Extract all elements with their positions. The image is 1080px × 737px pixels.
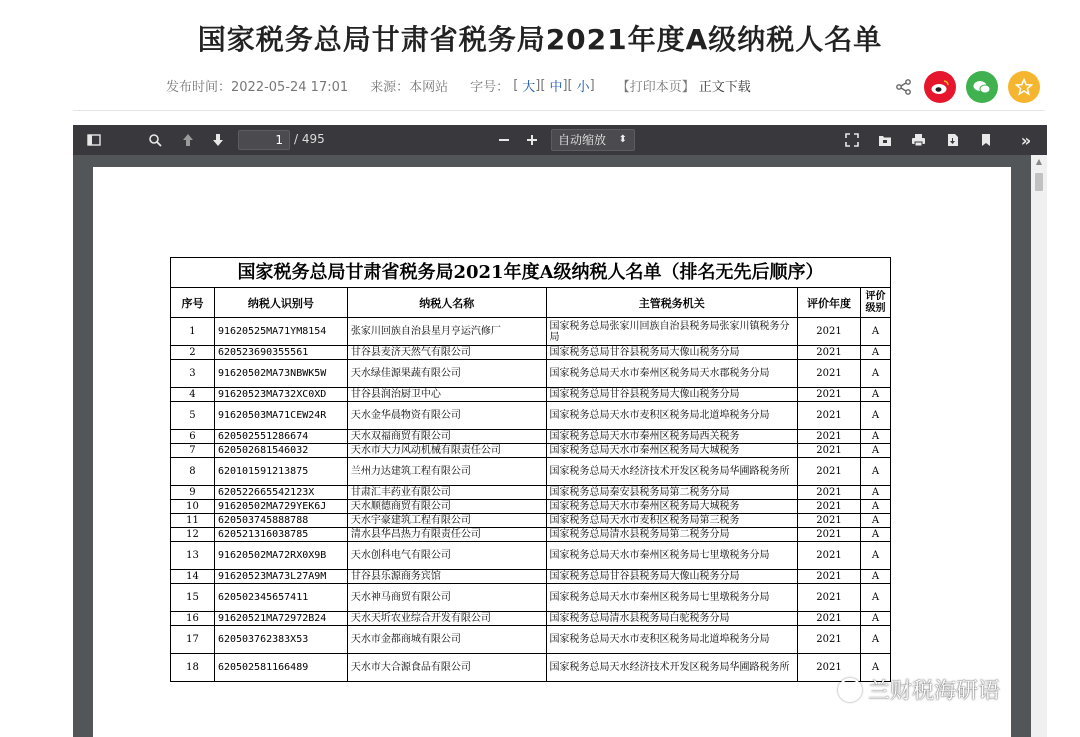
cell-org: 国家税务总局秦安县税务局第二税务分局 <box>546 486 798 500</box>
cell-name: 甘肃汇丰药业有限公司 <box>347 486 546 500</box>
cell-id: 620502345657411 <box>214 584 347 612</box>
cell-name: 天水顺德商贸有限公司 <box>347 500 546 514</box>
cell-no: 1 <box>171 318 215 346</box>
cell-name: 张家川回族自治县星月亨运汽修厂 <box>347 318 546 346</box>
wechat-icon[interactable] <box>966 71 998 103</box>
cell-year: 2021 <box>798 444 861 458</box>
cell-name: 天水双福商贸有限公司 <box>347 430 546 444</box>
cell-year: 2021 <box>798 318 861 346</box>
cell-id: 91620521MA72972B24 <box>214 612 347 626</box>
scroll-thumb[interactable] <box>1035 173 1043 191</box>
cell-name: 甘谷县麦济天然气有限公司 <box>347 346 546 360</box>
cell-year: 2021 <box>798 654 861 682</box>
zoom-value: 自动缩放 <box>558 133 607 147</box>
source: 来源：本网站 <box>370 80 449 95</box>
cell-id: 620522665542123X <box>214 486 347 500</box>
cell-year: 2021 <box>798 388 861 402</box>
table-row <box>171 458 891 486</box>
tools-icon[interactable]: » <box>1020 130 1032 150</box>
bracket-open-1: [ <box>513 78 519 93</box>
weibo-icon[interactable] <box>924 71 956 103</box>
watermark <box>838 674 1000 705</box>
open-file-icon[interactable] <box>876 130 894 150</box>
bracket-sep-1: ][ <box>535 78 546 93</box>
search-icon[interactable] <box>146 130 164 150</box>
cell-year: 2021 <box>798 570 861 584</box>
cell-no: 14 <box>171 570 215 584</box>
table-row <box>171 360 891 388</box>
zoom-select[interactable] <box>551 129 635 151</box>
cell-id: 91620503MA71CEW24R <box>214 402 347 430</box>
document-area[interactable] <box>73 155 1031 737</box>
cell-grade: A <box>860 542 890 570</box>
share-icon[interactable] <box>894 77 914 97</box>
cell-id: 91620502MA729YEK6J <box>214 500 347 514</box>
cell-year: 2021 <box>798 486 861 500</box>
page-title: 国家税务总局甘肃省税务局2021年度A级纳税人名单 <box>197 23 883 56</box>
cell-org: 国家税务总局天水市秦州区税务局大城税务 <box>546 444 798 458</box>
font-large-link[interactable]: 大 <box>522 80 536 95</box>
table-row <box>171 612 891 626</box>
cell-grade: A <box>860 654 890 682</box>
cell-org: 国家税务总局天水经济技术开发区税务局华圃路税务所 <box>546 654 798 682</box>
cell-grade: A <box>860 430 890 444</box>
cell-org: 国家税务总局天水市秦州区税务局天水郡税务分局 <box>546 360 798 388</box>
cell-grade: A <box>860 584 890 612</box>
table-title: 国家税务总局甘肃省税务局2021年度A级纳税人名单（排名无先后顺序） <box>171 258 891 288</box>
cell-no: 7 <box>171 444 215 458</box>
cell-year: 2021 <box>798 500 861 514</box>
cell-name: 甘谷县乐源商务宾馆 <box>347 570 546 584</box>
header-name: 纳税人名称 <box>347 288 546 318</box>
cell-grade: A <box>860 318 890 346</box>
article-meta <box>166 76 755 95</box>
pdf-page <box>93 167 1011 737</box>
cell-grade: A <box>860 458 890 486</box>
cell-org: 国家税务总局清水县税务局白驼税务分局 <box>546 612 798 626</box>
cell-year: 2021 <box>798 360 861 388</box>
cell-name: 甘谷县润治厨卫中心 <box>347 388 546 402</box>
cell-no: 18 <box>171 654 215 682</box>
cell-org: 国家税务总局天水市秦州区税务局西关税务 <box>546 430 798 444</box>
cell-name: 天水市大合源食品有限公司 <box>347 654 546 682</box>
header-no: 序号 <box>171 288 215 318</box>
cell-id: 620503762383X53 <box>214 626 347 654</box>
cell-grade: A <box>860 500 890 514</box>
pdf-viewer <box>73 125 1047 737</box>
table-row <box>171 514 891 528</box>
page-number-input[interactable]: 1 <box>238 130 290 150</box>
page-total: / 495 <box>294 132 325 146</box>
cell-org: 国家税务总局天水市秦州区税务局大城税务 <box>546 500 798 514</box>
cell-grade: A <box>860 360 890 388</box>
cell-name: 天水市大力风动机械有限责任公司 <box>347 444 546 458</box>
font-small-link[interactable]: 小 <box>576 80 590 95</box>
scroll-up-icon[interactable]: ▲ <box>1035 157 1043 166</box>
cell-org: 国家税务总局张家川回族自治县税务局张家川镇税务分局 <box>546 318 798 346</box>
bookmark-icon[interactable] <box>977 130 995 150</box>
cell-no: 10 <box>171 500 215 514</box>
table-row <box>171 528 891 542</box>
cell-name: 天水市金都商城有限公司 <box>347 626 546 654</box>
next-page-icon[interactable] <box>209 130 227 150</box>
cell-org: 国家税务总局天水市麦积区税务局第三税务 <box>546 514 798 528</box>
cell-name: 兰州力达建筑工程有限公司 <box>347 458 546 486</box>
wechat-channel-icon <box>838 678 862 702</box>
cell-year: 2021 <box>798 430 861 444</box>
table-row <box>171 402 891 430</box>
cell-name: 天水金华晨物资有限公司 <box>347 402 546 430</box>
favorite-icon[interactable] <box>1008 71 1040 103</box>
cell-id: 91620523MA732XC0XD <box>214 388 347 402</box>
cell-no: 9 <box>171 486 215 500</box>
cell-grade: A <box>860 626 890 654</box>
watermark-text: 兰财税海研语 <box>868 679 1001 704</box>
cell-id: 620521316038785 <box>214 528 347 542</box>
publish-time: 发布时间：2022-05-24 17:01 <box>166 80 349 95</box>
chevron-updown-icon: ⬍ <box>618 134 627 145</box>
cell-org: 国家税务总局天水市麦积区税务局北道埠税务分局 <box>546 402 798 430</box>
table-row <box>171 346 891 360</box>
header-org: 主管税务机关 <box>546 288 798 318</box>
presentation-icon[interactable] <box>843 130 861 150</box>
cell-name: 天水绿佳源果蔬有限公司 <box>347 360 546 388</box>
cell-no: 3 <box>171 360 215 388</box>
table-body <box>171 318 891 682</box>
cell-grade: A <box>860 486 890 500</box>
table-row <box>171 584 891 612</box>
cell-year: 2021 <box>798 626 861 654</box>
header-id: 纳税人识别号 <box>214 288 347 318</box>
download-link[interactable]: 正文下载 <box>698 80 751 95</box>
divider <box>73 110 1045 111</box>
cell-grade: A <box>860 514 890 528</box>
table-row <box>171 654 891 682</box>
table-row <box>171 486 891 500</box>
print-link[interactable]: 【打印本页】 <box>616 80 695 95</box>
cell-org: 国家税务总局天水市秦州区税务局七里墩税务分局 <box>546 542 798 570</box>
share-bar <box>894 71 1040 103</box>
cell-no: 5 <box>171 402 215 430</box>
cell-name: 清水县华昌热力有限责任公司 <box>347 528 546 542</box>
taxpayer-table <box>170 257 891 682</box>
download-icon[interactable] <box>943 130 961 150</box>
font-medium-link[interactable]: 中 <box>549 80 563 95</box>
print-icon[interactable] <box>909 130 927 150</box>
table-row <box>171 626 891 654</box>
cell-id: 620523690355561 <box>214 346 347 360</box>
cell-id: 620502551286674 <box>214 430 347 444</box>
cell-year: 2021 <box>798 612 861 626</box>
cell-grade: A <box>860 570 890 584</box>
table-row <box>171 444 891 458</box>
pdf-toolbar <box>73 125 1047 155</box>
cell-org: 国家税务总局天水经济技术开发区税务局华圃路税务所 <box>546 458 798 486</box>
table-row <box>171 570 891 584</box>
header-year: 评价年度 <box>798 288 861 318</box>
scrollbar[interactable] <box>1031 155 1047 737</box>
cell-org: 国家税务总局天水市麦积区税务局北道埠税务分局 <box>546 626 798 654</box>
cell-no: 11 <box>171 514 215 528</box>
table-row <box>171 500 891 514</box>
cell-id: 620503745888788 <box>214 514 347 528</box>
cell-no: 12 <box>171 528 215 542</box>
cell-year: 2021 <box>798 528 861 542</box>
cell-id: 91620502MA72RX0X9B <box>214 542 347 570</box>
cell-grade: A <box>860 402 890 430</box>
cell-no: 16 <box>171 612 215 626</box>
cell-name: 天水神马商贸有限公司 <box>347 584 546 612</box>
cell-no: 13 <box>171 542 215 570</box>
cell-id: 620502581166489 <box>214 654 347 682</box>
cell-grade: A <box>860 528 890 542</box>
zoom-in-icon[interactable] <box>523 130 541 150</box>
cell-name: 天水天圻农业综合开发有限公司 <box>347 612 546 626</box>
bracket-close: ] <box>589 78 595 93</box>
cell-year: 2021 <box>798 346 861 360</box>
cell-name: 天水宇豪建筑工程有限公司 <box>347 514 546 528</box>
cell-grade: A <box>860 612 890 626</box>
table-row <box>171 430 891 444</box>
cell-year: 2021 <box>798 458 861 486</box>
cell-year: 2021 <box>798 402 861 430</box>
prev-page-icon[interactable] <box>179 130 197 150</box>
cell-name: 天水创科电气有限公司 <box>347 542 546 570</box>
cell-org: 国家税务总局甘谷县税务局大像山税务分局 <box>546 388 798 402</box>
cell-no: 15 <box>171 584 215 612</box>
cell-grade: A <box>860 346 890 360</box>
bracket-sep-2: ][ <box>562 78 573 93</box>
cell-year: 2021 <box>798 514 861 528</box>
table-row <box>171 388 891 402</box>
zoom-out-icon[interactable] <box>495 130 513 150</box>
header-grade: 评价级别 <box>860 288 890 318</box>
cell-grade: A <box>860 388 890 402</box>
cell-id: 91620523MA73L27A9M <box>214 570 347 584</box>
cell-no: 8 <box>171 458 215 486</box>
cell-id: 91620502MA73NBWK5W <box>214 360 347 388</box>
cell-id: 91620525MA71YM8154 <box>214 318 347 346</box>
cell-org: 国家税务总局天水市秦州区税务局七里墩税务分局 <box>546 584 798 612</box>
table-row <box>171 542 891 570</box>
table-row <box>171 318 891 346</box>
cell-no: 6 <box>171 430 215 444</box>
cell-org: 国家税务总局甘谷县税务局大像山税务分局 <box>546 570 798 584</box>
cell-year: 2021 <box>798 542 861 570</box>
cell-no: 17 <box>171 626 215 654</box>
font-size-label: 字号： <box>470 80 510 95</box>
cell-no: 2 <box>171 346 215 360</box>
cell-id: 620502681546032 <box>214 444 347 458</box>
cell-id: 620101591213875 <box>214 458 347 486</box>
cell-grade: A <box>860 444 890 458</box>
cell-year: 2021 <box>798 584 861 612</box>
cell-org: 国家税务总局甘谷县税务局大像山税务分局 <box>546 346 798 360</box>
cell-org: 国家税务总局清水县税务局第二税务分局 <box>546 528 798 542</box>
sidebar-toggle-icon[interactable] <box>85 130 103 150</box>
cell-no: 4 <box>171 388 215 402</box>
